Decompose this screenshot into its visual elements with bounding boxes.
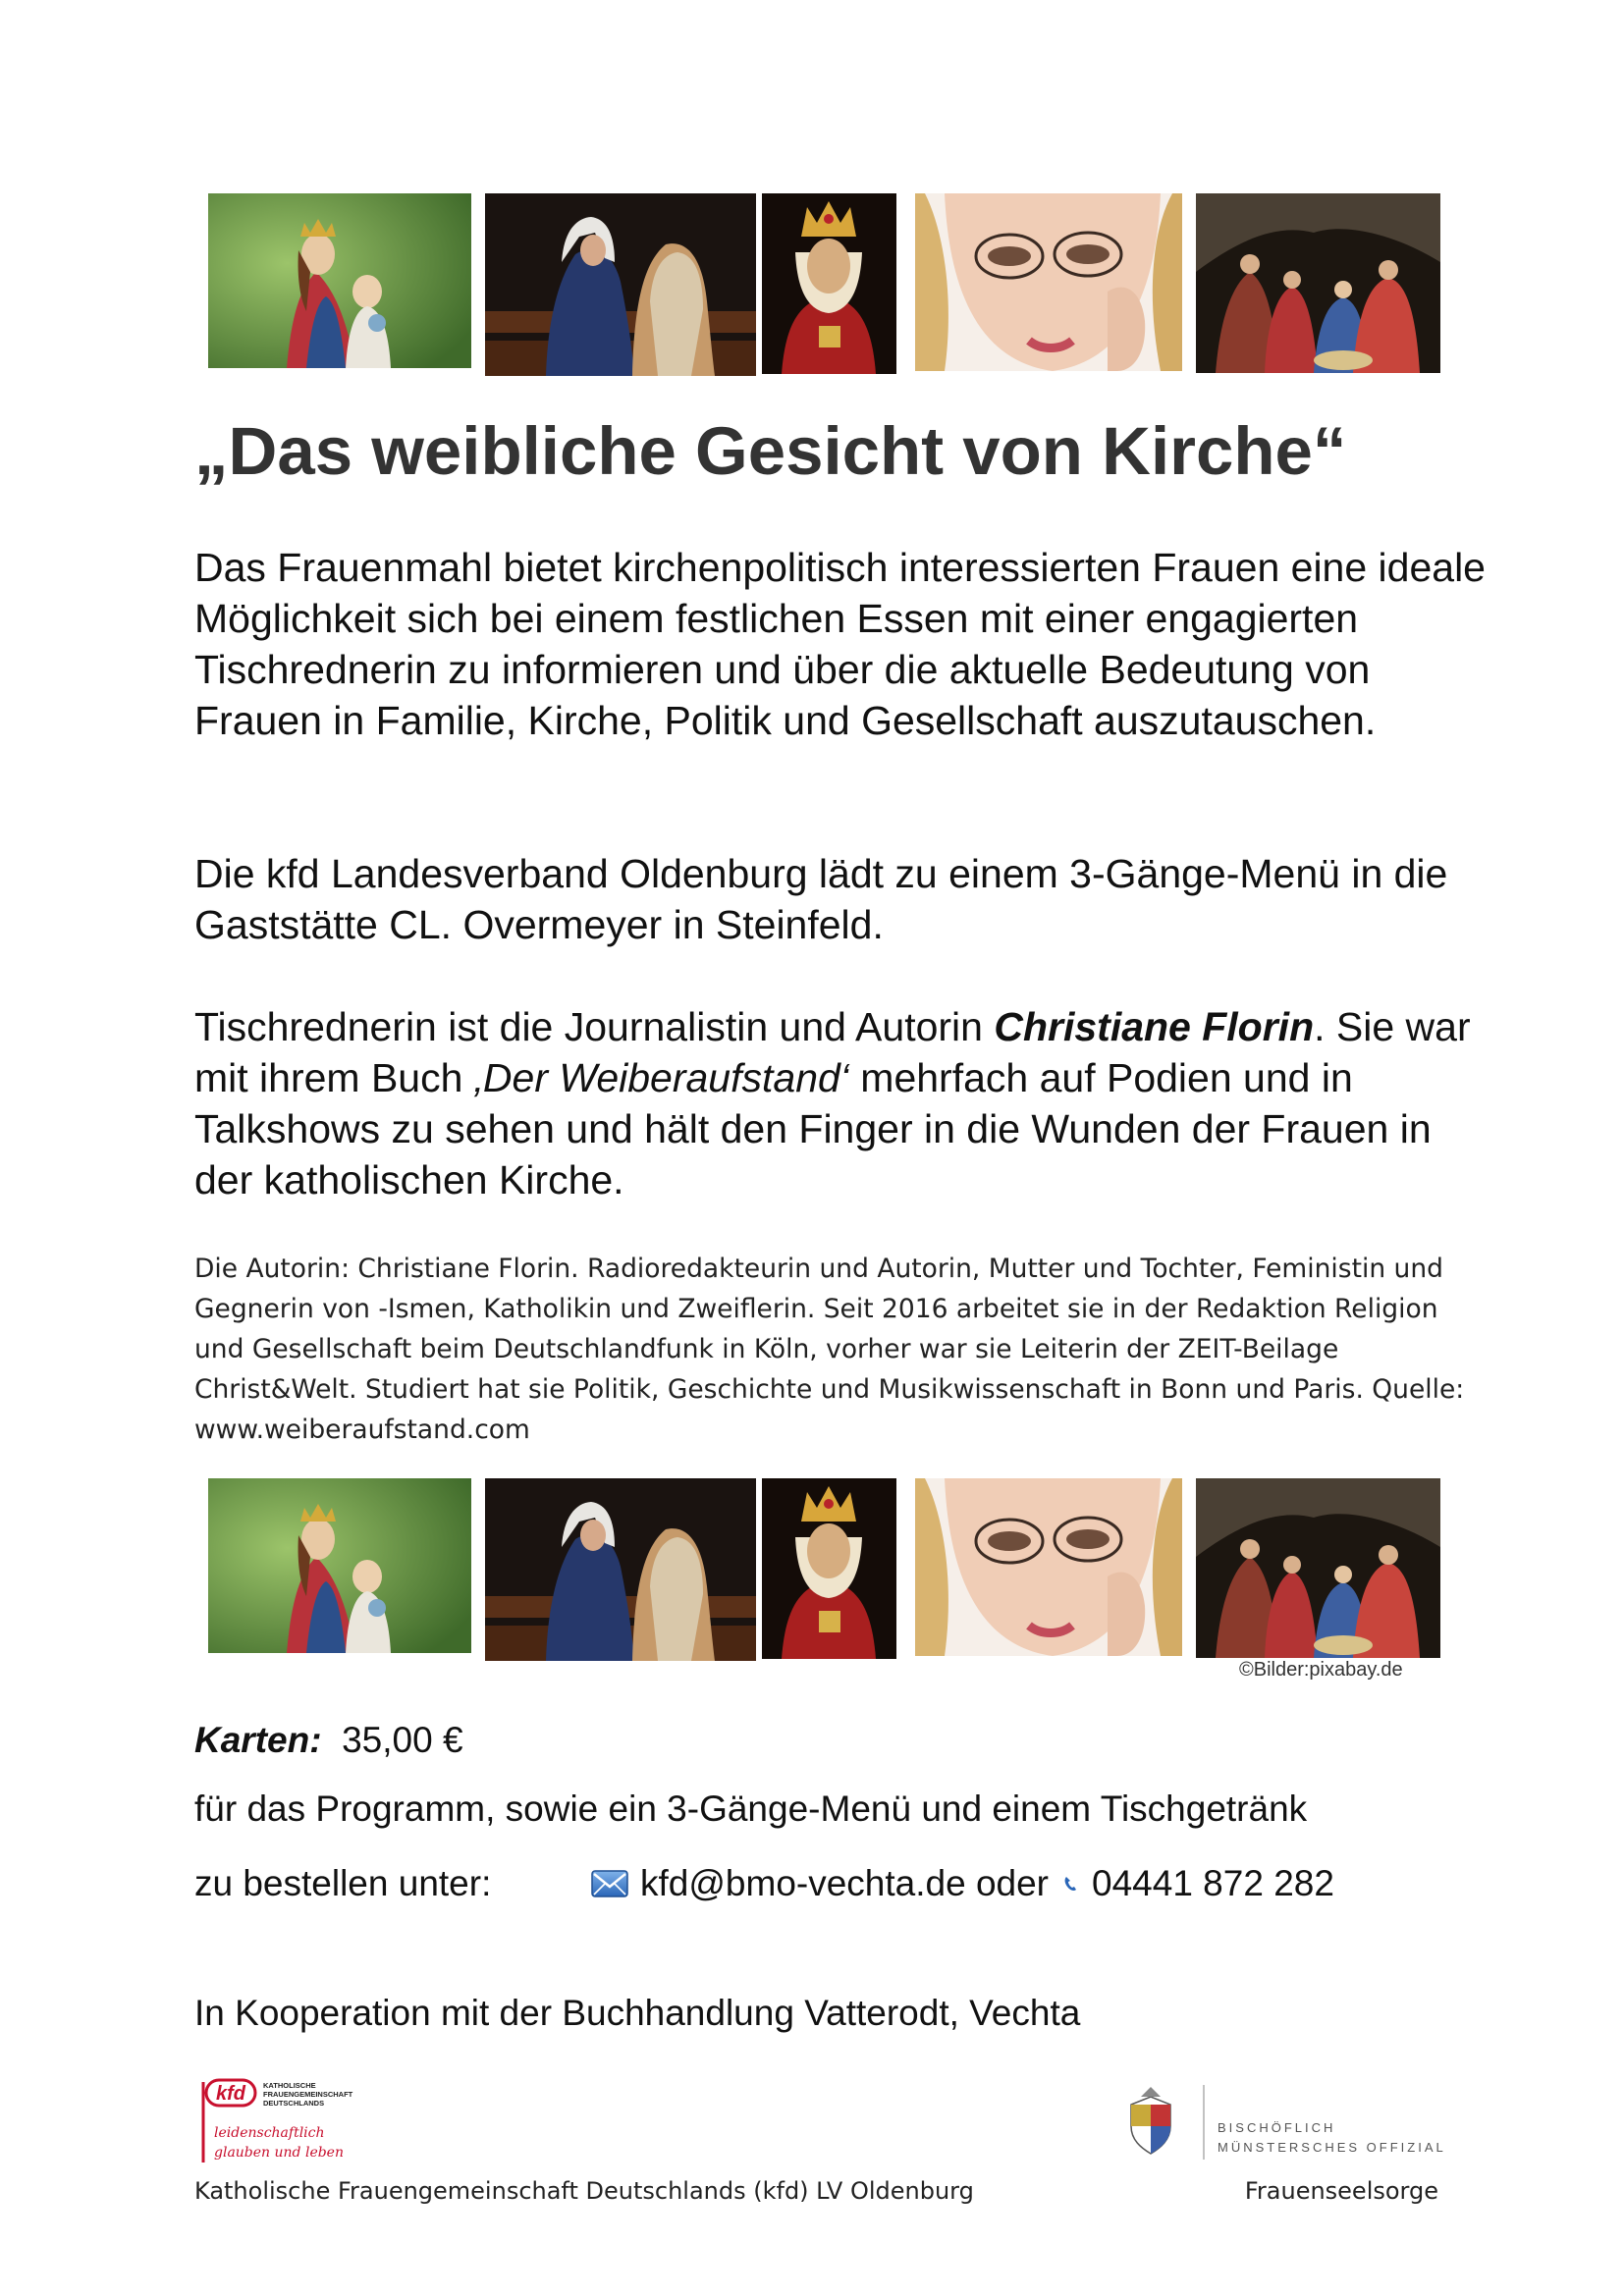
image-credit: ©Bilder:pixabay.de [1239,1659,1403,1681]
photo-strip-bottom [0,1478,1624,1665]
phone-icon [1062,1874,1080,1894]
woman-with-glasses-photo [915,1478,1182,1656]
phone-number[interactable]: 04441 872 282 [1092,1863,1334,1903]
nun-and-woman-in-pew-photo [485,193,756,376]
kfd-logo [200,2078,426,2166]
nun-and-woman-in-pew-photo [485,1478,756,1661]
crowned-saint-statue-photo [762,193,896,374]
speaker-name: Christiane Florin [994,1004,1315,1049]
svg-text:BISCHÖFLICH: BISCHÖFLICH [1218,2120,1336,2135]
book-title: ‚Der Weiberaufstand‘ [473,1055,849,1100]
page-title: „Das weibliche Gesicht von Kirche“ [194,413,1347,489]
author-note: Die Autorin: Christiane Florin. Radioredakteurin und Autorin, Mutter und Tochter, Feministin und Gegnerin von -Ismen, Katholikin und Zweiflerin. Seit 2016 arbeitet sie in der Redaktion Religion und Gesellschaft beim Deutschlandfunk in Köln, vorher war sie Leiterin der ZEIT-Beilage Christ&Welt. Studiert hat sie Politik, Geschichte und Musikwissenschaft in Bonn und Paris. Quelle: www.weiberaufstand.com [194,1254,1465,1445]
speaker-text-3: mehrfach auf Podien und in Talkshows zu sehen und hält den Finger in die Wunden der Frauen in der katholischen Kirche. [194,1055,1432,1202]
offizialat-logo [1119,2083,1443,2162]
cooperation-note: In Kooperation mit der Buchhandlung Vatterodt, Vechta [194,1993,1081,2033]
svg-text:leidenschaftlich: leidenschaftlich [214,2125,325,2141]
order-line [194,1863,1471,1912]
intro-paragraph: Das Frauenmahl bietet kirchenpolitisch interessierten Frauen eine ideale Möglichkeit sich bei einem festlichen Essen mit einer engagierten Tischrednerin zu informieren und über die aktuelle Bedeutung von Frauen in Familie, Kirche, Politik und Gesellschaft auszutauschen. [194,545,1486,743]
program-description: für das Programm, sowie ein 3-Gänge-Menü und einem Tischgetränk [194,1789,1308,1829]
photo-strip-top [0,193,1624,380]
tickets-label: Karten: [194,1720,322,1760]
woman-with-glasses-photo [915,193,1182,371]
speaker-text-1: Tischrednerin ist die Journalistin und Autorin [194,1004,995,1049]
nativity-scene-photo [1196,1478,1440,1658]
madonna-statue-photo [208,1478,471,1653]
speaker-paragraph [194,1001,1490,1205]
svg-text:DEUTSCHLANDS: DEUTSCHLANDS [263,2099,325,2108]
contact-info [591,1863,1334,1904]
footer-organization: Katholische Frauengemeinschaft Deutschlands (kfd) LV Oldenburg [194,2177,974,2205]
svg-text:kfd: kfd [216,2083,245,2105]
nativity-scene-photo [1196,193,1440,373]
ticket-price: 35,00 € [342,1720,463,1760]
mail-icon [591,1868,628,1899]
invitation-paragraph: Die kfd Landesverband Oldenburg lädt zu einem 3-Gänge-Menü in die Gaststätte CL. Overmeyer in Steinfeld. [194,851,1448,947]
footer-department: Frauenseelsorge [1244,2177,1438,2205]
order-label: zu bestellen unter: [194,1863,492,1903]
svg-text:KATHOLISCHE: KATHOLISCHE [263,2081,316,2090]
crowned-saint-statue-photo [762,1478,896,1659]
ticket-price-line [194,1720,463,1761]
svg-text:FRAUENGEMEINSCHAFT: FRAUENGEMEINSCHAFT [263,2090,353,2099]
or-text: oder [975,1863,1050,1903]
speaker-text-2: . Sie war mit ihrem Buch [194,1004,1471,1100]
svg-text:glauben und leben: glauben und leben [214,2145,344,2161]
madonna-statue-photo [208,193,471,368]
svg-text:MÜNSTERSCHES OFFIZIALAT: MÜNSTERSCHES OFFIZIALAT [1218,2140,1443,2155]
email-address[interactable]: kfd@bmo-vechta.de [640,1863,966,1903]
